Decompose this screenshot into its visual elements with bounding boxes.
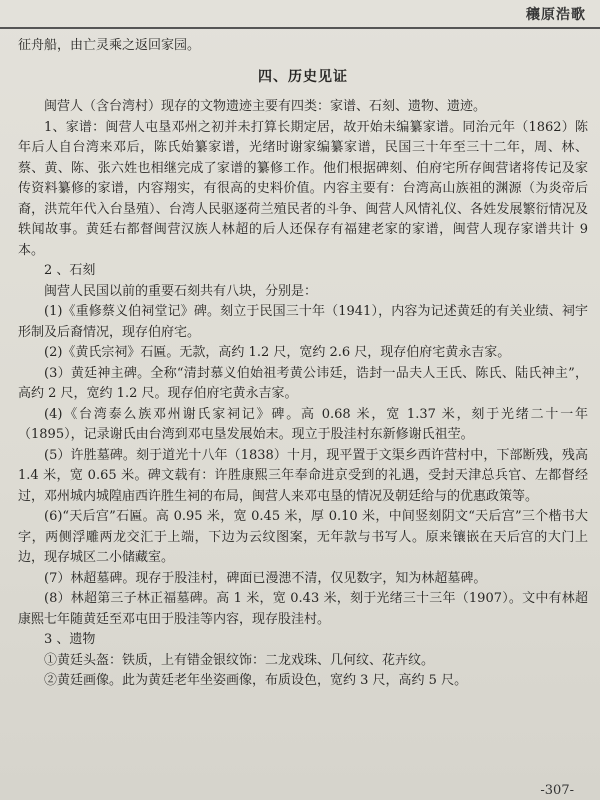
body-text (18, 36, 588, 692)
list-item-stone-1: (1)《重修蔡义伯祠堂记》碑。刻立于民国三十年（1941），内容为记述黄廷的有关业绩、祠宇形制及后裔情况，现存伯府宅。 (18, 304, 588, 340)
header-rule (0, 27, 600, 29)
paragraph-intro: 闽营人（含台湾村）现存的文物遗迹主要有四类：家谱、石刻、遗物、遗迹。 (44, 99, 487, 114)
list-item-relic-2: ②黄廷画像。此为黄廷老年坐姿画像，布质设色，宽约 3 尺，高约 5 尺。 (44, 673, 468, 688)
list-item-stone-4: (4)《台湾泰么族邓州谢氏家祠记》碑。高 0.68 米，宽 1.37 米，刻于光绪二十一年（1895），记录谢氏由台湾到邓屯垦发展始末。现立于股洼村东新修谢氏祖茔。 (18, 406, 588, 442)
subheading-stone-carvings: 2 、石刻 (44, 263, 96, 278)
running-head-title: 穰原浩歌 (526, 7, 586, 23)
list-item-stone-8: (8）林超第三子林正福墓碑。高 1 米，宽 0.43 米，刻于光绪三十三年（1907）。文中有林超康熙七年随黄廷至邓屯田于股洼等内容，现存股洼村。 (18, 591, 588, 627)
subheading-relics: 3 、遗物 (44, 632, 96, 647)
paragraph-genealogy: 1、家谱：闽营人屯垦邓州之初并未打算长期定居，故开始未编纂家谱。同治元年（1862）陈年后人自台湾来邓后，陈氏始纂家谱，光绪时谢家编纂家谱，民国三十年至三十二年，周、林、蔡、黄、陈、张六姓也相继完成了家谱的纂修工作。他们根据碑刻、伯府宅所存闽营诸将传记及家传资料纂修的家谱，内容翔实，有很高的史料价值。内容主要有：台湾高山族祖的渊源（为炎帝后裔，洪荒年代入台垦殖）、台湾人民驱逐荷兰殖民者的斗争、闽营人风情礼仪、各姓发展繁衍情况及轶闻故事。黄廷右都督闽营汉族人林超的后人还保存有福建老家的家谱，闽营人现存家谱共计 9 本。 (18, 119, 588, 258)
list-item-stone-2: (2)《黄氏宗祠》石匾。无款，高约 1.2 尺，宽约 2.6 尺，现存伯府宅黄永吉家。 (44, 345, 511, 360)
list-item-stone-5: (5）许胜墓碑。刻于道光十八年（1838）十月，现平置于文渠乡西许营村中，下部断残，残高 1.4 米，宽 0.65 米。碑文载有：许胜康熙三年奉命进京受到的礼遇，受封天津总兵官、左都督经过，邓州城内城隍庙西许胜生祠的布局，闽营人来邓屯垦的情况及朝廷给与的优惠政策等。 (18, 447, 588, 504)
section-title: 四、历史见证 (258, 68, 348, 85)
list-item-stone-3: (3）黄廷神主碑。全称“清封慕义伯始祖考黄公讳廷，诰封一品夫人王氏、陈氏、陆氏神主”，高约 2 尺，宽约 1.2 尺。现存伯府宅黄永吉家。 (18, 365, 588, 401)
list-item-stone-7: (7）林超墓碑。现存于股洼村，碑面已漫漶不清，仅见数字，知为林超墓碑。 (44, 570, 487, 586)
paragraph-continuation: 征舟船，由亡灵乘之返回家园。 (18, 38, 201, 53)
list-item-relic-1: ①黄廷头盔：铁质，上有错金银纹饰：二龙戏珠、几何纹、花卉纹。 (44, 652, 435, 668)
paragraph-stone-intro: 闽营人民国以前的重要石刻共有八块，分别是： (44, 283, 318, 299)
page-number: -307- (540, 783, 574, 798)
list-item-stone-6: (6)“天后宫”石匾。高 0.95 米，宽 0.45 米，厚 0.10 米，中间竖刻阴文“天后宫”三个楷书大字，两侧浮雕两龙交汇于上端，下边为云纹图案，无年款与书写人。原来镶嵌在天后宫的大门上边，现存城区二小储藏室。 (18, 509, 588, 565)
